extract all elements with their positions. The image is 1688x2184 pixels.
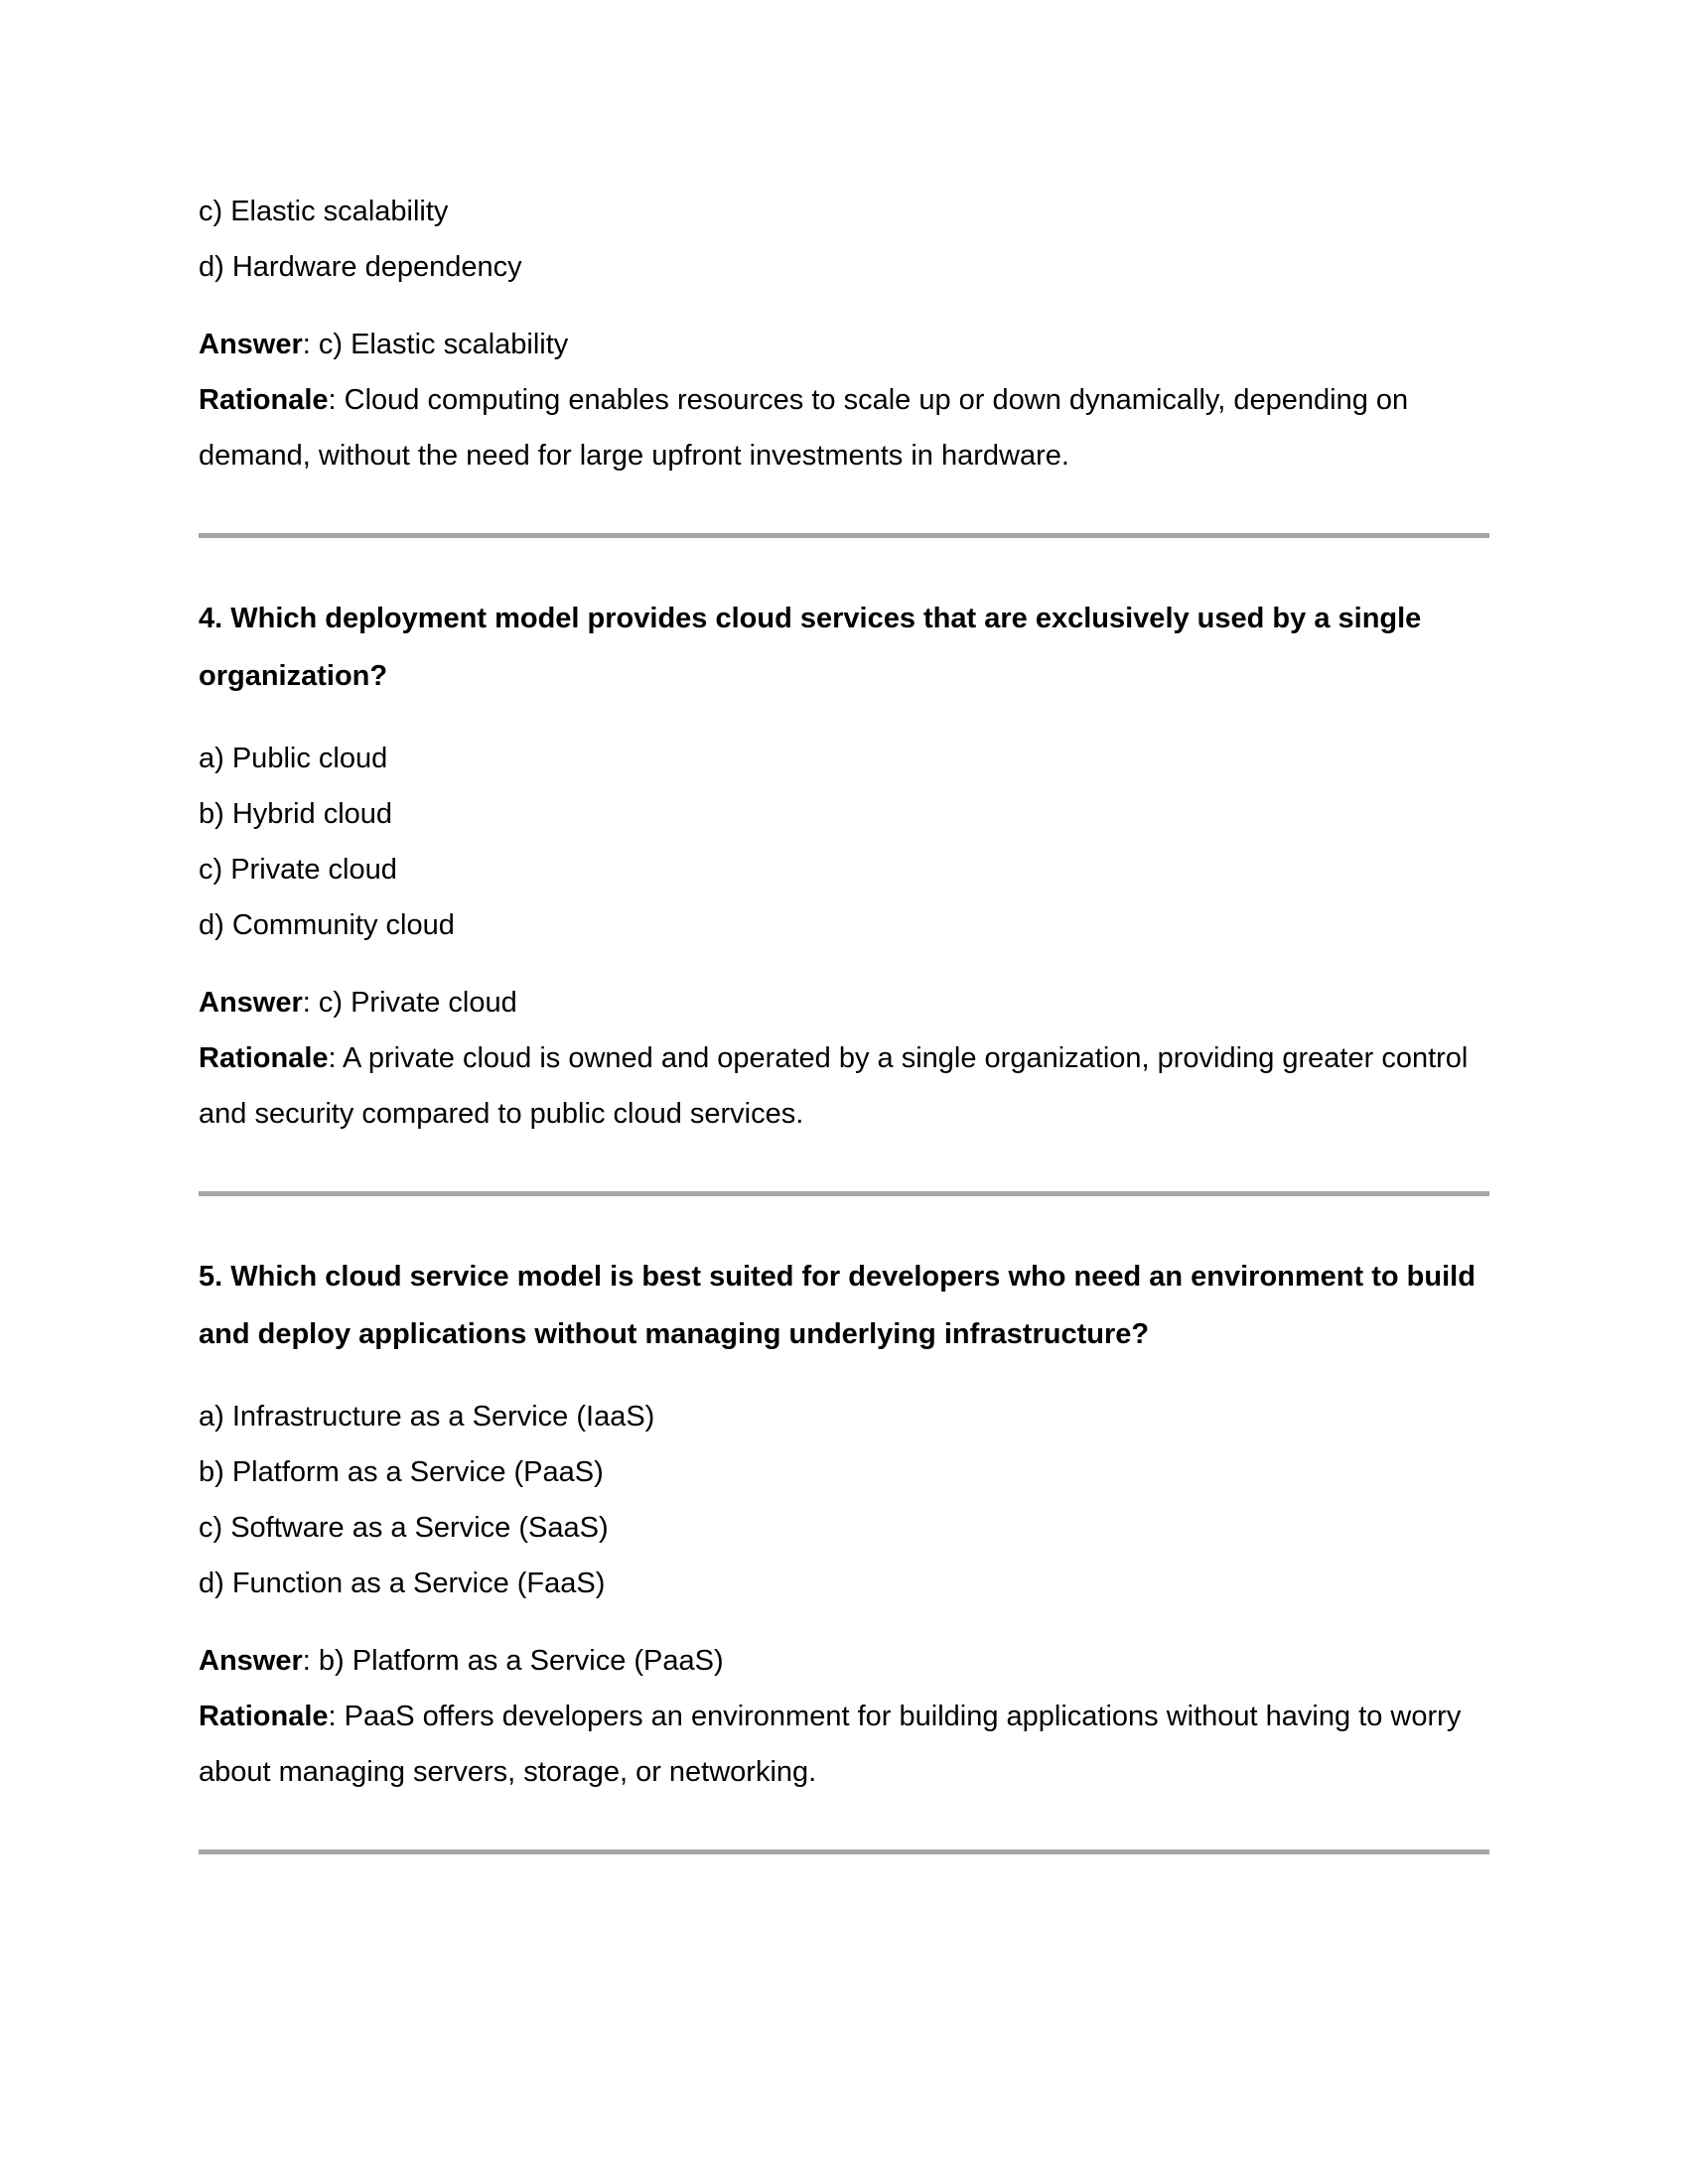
section-separator-2-wrap bbox=[199, 1142, 1489, 1248]
option-item: a) Infrastructure as a Service (IaaS) bbox=[199, 1401, 655, 1433]
section-separator-3-wrap bbox=[199, 1800, 1489, 1906]
rationale-value: : PaaS offers developers an environment for building applications without having to worry about managing servers, storage, or networking. bbox=[199, 1701, 1462, 1788]
option-list bbox=[199, 1389, 1489, 1611]
option-item: c) Software as a Service (SaaS) bbox=[199, 1512, 609, 1544]
option-item: c) Elastic scalability bbox=[199, 196, 449, 227]
option-item: d) Function as a Service (FaaS) bbox=[199, 1568, 606, 1599]
question-section-4 bbox=[199, 590, 1489, 1142]
section-divider bbox=[199, 1849, 1489, 1854]
question-section-3-tail bbox=[199, 184, 1489, 483]
rationale-label: Rationale bbox=[199, 1701, 329, 1732]
option-list bbox=[199, 184, 1489, 295]
rationale-label: Rationale bbox=[199, 384, 329, 416]
answer-line bbox=[199, 975, 1489, 1030]
answer-label: Answer bbox=[199, 987, 303, 1019]
document-content bbox=[199, 184, 1489, 1906]
section-divider bbox=[199, 1191, 1489, 1196]
question-heading: 5. Which cloud service model is best suited for developers who need an environment to build and deploy applications without managing underlying infrastructure? bbox=[199, 1261, 1476, 1350]
option-item: d) Hardware dependency bbox=[199, 251, 522, 283]
rationale-line bbox=[199, 1030, 1489, 1142]
option-list bbox=[199, 731, 1489, 953]
section-separator-1-wrap bbox=[199, 483, 1489, 590]
option-item: b) Platform as a Service (PaaS) bbox=[199, 1456, 604, 1488]
option-item: d) Community cloud bbox=[199, 909, 455, 941]
rationale-value: : A private cloud is owned and operated by a single organization, providing greater control and security compared to public cloud services. bbox=[199, 1042, 1469, 1130]
answer-line bbox=[199, 317, 1489, 372]
spacer bbox=[199, 1363, 1489, 1389]
option-item: a) Public cloud bbox=[199, 743, 388, 774]
answer-rationale-block bbox=[199, 975, 1489, 1142]
answer-line bbox=[199, 1633, 1489, 1689]
rationale-line bbox=[199, 372, 1489, 483]
section-divider bbox=[199, 533, 1489, 538]
answer-label: Answer bbox=[199, 1645, 303, 1677]
answer-value: : b) Platform as a Service (PaaS) bbox=[302, 1645, 724, 1677]
option-item: b) Hybrid cloud bbox=[199, 798, 393, 830]
question-section-5 bbox=[199, 1248, 1489, 1800]
answer-rationale-block bbox=[199, 317, 1489, 483]
question-heading: 4. Which deployment model provides cloud services that are exclusively used by a single organization? bbox=[199, 603, 1422, 692]
rationale-line bbox=[199, 1689, 1489, 1800]
answer-value: : c) Private cloud bbox=[302, 987, 517, 1019]
rationale-label: Rationale bbox=[199, 1042, 329, 1074]
spacer bbox=[199, 705, 1489, 731]
answer-label: Answer bbox=[199, 329, 303, 360]
answer-value: : c) Elastic scalability bbox=[302, 329, 569, 360]
answer-rationale-block bbox=[199, 1633, 1489, 1800]
rationale-value: : Cloud computing enables resources to scale up or down dynamically, depending on demand, without the need for large upfront investments in hardware. bbox=[199, 384, 1409, 472]
option-item: c) Private cloud bbox=[199, 854, 397, 886]
